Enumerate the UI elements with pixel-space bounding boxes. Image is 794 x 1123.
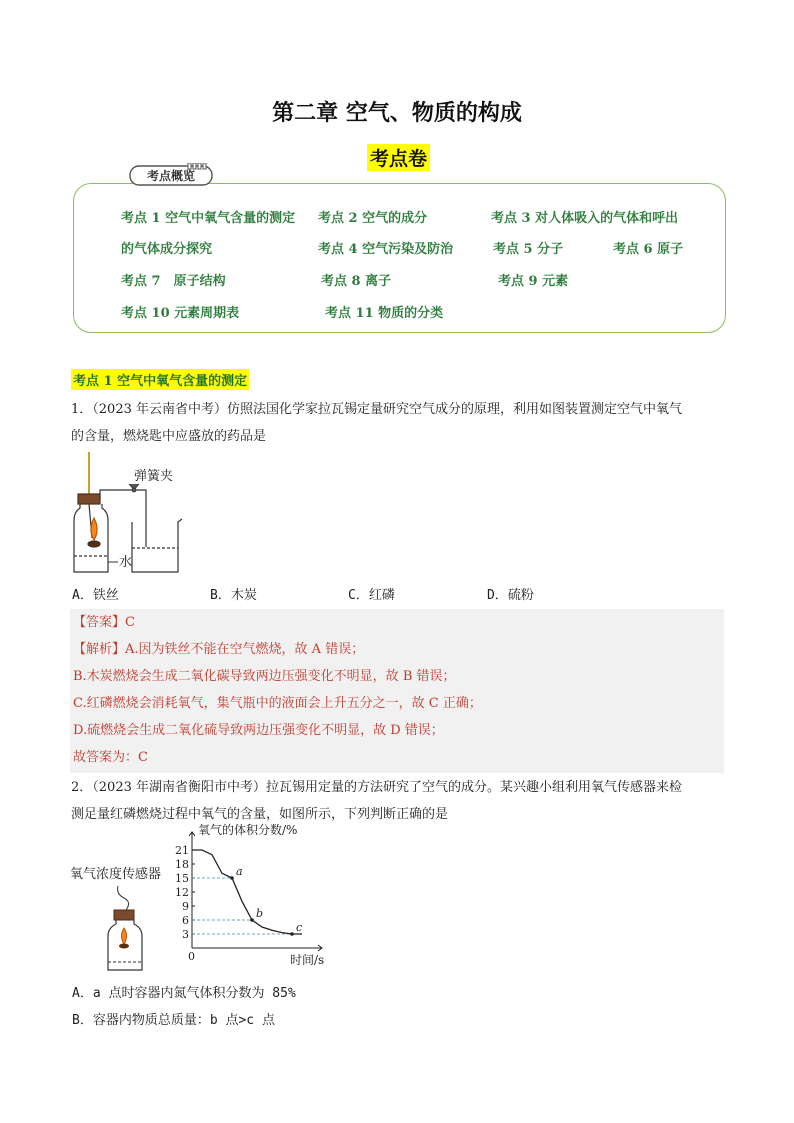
oxygen-curve — [192, 850, 302, 934]
analysis-tag: 【解析】 — [73, 642, 126, 657]
overview-point-6: 考点 6 原子 — [613, 242, 684, 257]
q2-option-a: A．a 点时容器内氮气体积分数为 85% — [72, 986, 296, 1001]
analysis-line-5: 故答案为：C — [73, 750, 148, 765]
page-title: 第二章 空气、物质的构成 — [272, 100, 522, 126]
sensor-spoon — [119, 944, 129, 949]
question-2-line-2: 测足量红磷燃烧过程中氧气的含量，如图所示，下列判断正确的是 — [71, 807, 449, 822]
water-label: 水 — [119, 555, 133, 570]
answer-tag: 【答案】 — [73, 615, 126, 630]
chart-origin: 0 — [188, 950, 195, 963]
overview-tab-label: 考点概览 — [146, 169, 196, 183]
spring-clamp-icon — [129, 484, 139, 492]
overview-point-1: 考点 1 空气中氧气含量的测定 — [121, 211, 296, 226]
answer-block — [70, 609, 724, 773]
data-point — [230, 876, 234, 880]
sensor-apparatus-figure — [70, 860, 180, 975]
y-tick-label: 12 — [175, 886, 189, 899]
overview-point-2: 考点 2 空气的成分 — [318, 211, 428, 226]
overview-point-7: 考点 7 原子结构 — [121, 274, 226, 289]
q1-option-a: A．铁丝 — [72, 588, 119, 603]
section-heading: 考点 1 空气中氧气含量的测定 — [71, 369, 249, 390]
connecting-tube — [100, 490, 146, 547]
answer-value: C — [125, 615, 135, 630]
q1-option-b: B．木炭 — [210, 588, 257, 603]
sensor-wire — [118, 886, 129, 910]
data-point-label: b — [256, 907, 264, 920]
clamp-label: 弹簧夹 — [134, 469, 174, 484]
overview-tab — [128, 163, 214, 187]
gas-bottle — [74, 504, 108, 572]
overview-point-8: 考点 8 离子 — [321, 274, 392, 289]
question-1-line-1: 1．（2023 年云南省中考）仿照法国化学家拉瓦锡定量研究空气成分的原理，利用如图装置测定空气中氧气 — [71, 402, 682, 417]
analysis-line-3: C.红磷燃烧会消耗氧气，集气瓶中的液面会上升五分之一，故 C 正确； — [73, 696, 482, 711]
apparatus-figure — [70, 452, 200, 577]
analysis-line-4: D.硫燃烧会生成二氧化硫导致两边压强变化不明显，故 D 错误； — [73, 723, 444, 738]
analysis-line-2: B.木炭燃烧会生成二氧化碳导致两边压强变化不明显，故 B 错误； — [73, 669, 456, 684]
overview-point-5: 考点 5 分子 — [493, 242, 564, 257]
chart-line — [192, 850, 302, 934]
q1-option-d: D．硫粉 — [487, 588, 534, 603]
question-2-line-1: 2．（2023 年湖南省衡阳市中考）拉瓦锡用定量的方法研究了空气的成分。某兴趣小组利用氧气传感器来检 — [71, 780, 682, 795]
overview-point-4: 考点 4 空气污染及防治 — [318, 242, 454, 257]
overview-point-9: 考点 9 元素 — [498, 274, 569, 289]
y-tick-label: 9 — [182, 900, 189, 913]
q1-option-c: C．红磷 — [348, 588, 395, 603]
y-tick-label: 15 — [175, 872, 189, 885]
sensor-label: 氧气浓度传感器 — [70, 867, 162, 882]
chart-guides — [192, 878, 292, 934]
overview-point-3-cont: 的气体成分探究 — [121, 242, 213, 257]
analysis-text-1: A.因为铁丝不能在空气燃烧，故 A 错误； — [125, 642, 365, 657]
answer-line — [73, 611, 135, 630]
sensor-flame-icon — [122, 928, 127, 944]
overview-point-3: 考点 3 对人体吸入的气体和呼出 — [491, 211, 679, 226]
oxygen-chart — [172, 822, 334, 970]
data-point — [290, 932, 294, 936]
y-tick-label: 6 — [182, 914, 189, 927]
q2-option-b: B．容器内物质总质量：b 点>c 点 — [72, 1013, 275, 1028]
page-subtitle: 考点卷 — [367, 144, 430, 171]
y-tick-label: 3 — [182, 928, 189, 941]
data-point — [250, 918, 254, 922]
data-point-label: a — [236, 865, 243, 878]
stopper — [78, 494, 100, 504]
flame-icon — [91, 518, 97, 540]
y-tick-label: 21 — [175, 844, 189, 857]
overview-point-10: 考点 10 元素周期表 — [121, 306, 240, 321]
burning-spoon — [88, 541, 100, 547]
question-1-line-2: 的含量，燃烧匙中应盛放的药品是 — [71, 429, 267, 444]
overview-point-11: 考点 11 物质的分类 — [325, 306, 444, 321]
beaker — [132, 519, 182, 572]
chart-ylabel: 氧气的体积分数/% — [198, 823, 298, 837]
analysis-line-1 — [73, 638, 364, 657]
chart-xlabel: 时间/s — [290, 953, 325, 967]
y-tick-label: 18 — [175, 858, 189, 871]
sensor-stopper — [114, 910, 134, 920]
data-point-label: c — [296, 921, 303, 934]
